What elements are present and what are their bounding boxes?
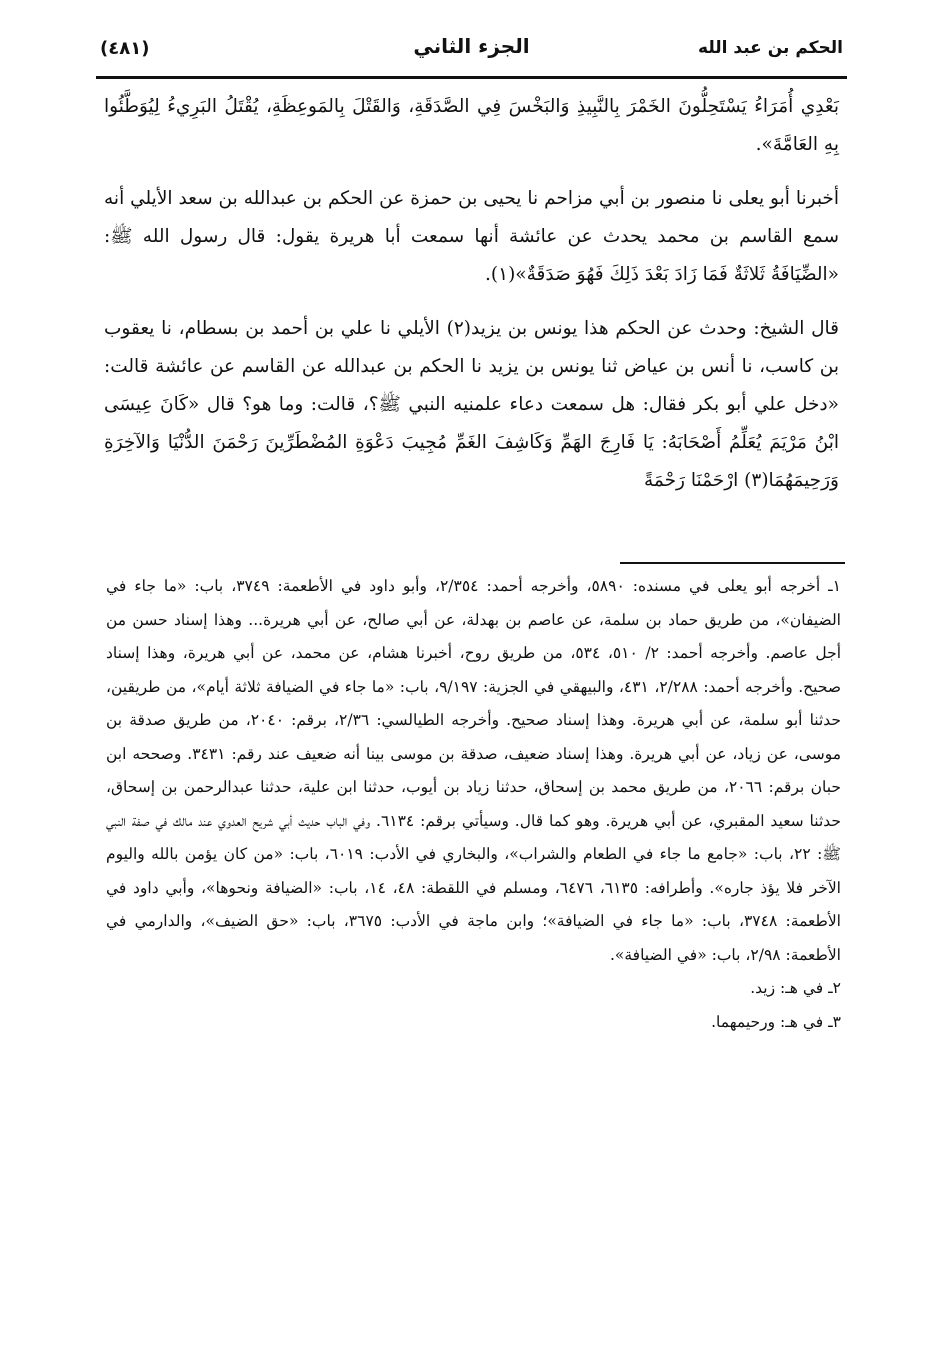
- footnote-divider: [620, 562, 845, 564]
- main-text: [104, 88, 839, 516]
- paragraph: بَعْدِي أُمَرَاءُ يَسْتَحِلُّونَ الخَمْرَ بِالنَّبِيذِ وَالبَخْسَ فِي الصَّدَقَةِ، وَالقَتْلَ بِالمَوعِظَةِ، يُقْتَلُ البَرِيءُ لِيُوَطَّئُوا بِهِ العَامَّةَ».: [104, 96, 839, 155]
- footnote: ١ـ أخرجه أبو يعلى في مسنده: ٥٨٩٠، وأخرجه أحمد: ٢/٣٥٤، وأبو داود في الأطعمة: ٣٧٤٩، باب: «ما جاء في الضيفان»، من طريق حماد بن سلمة، عن عاصم بن بهدلة، عن أبي صالح، عن أبي هريرة... وهذا إسناد حسن من أجل عاصم. وأخرجه أحمد: ٢/ ٥١٠، ٥٣٤، من طريق روح، أخبرنا هشام، عن محمد، عن أبي هريرة، وهذا إسناد صحيح. وأخرجه أحمد: ٢/٢٨٨، ٤٣١، والبيهقي في الجزية: ٩/١٩٧، باب: «ما جاء في الضيافة ثلاثة أيام»، من طريقين، حدثنا أبو سلمة، عن أبي هريرة. وهذا إسناد صحيح. وأخرجه الطيالسي: ٢/٣٦، برقم: ٢٠٤٠، من طريق صدقة بن موسى، عن زياد، عن أبي هريرة. وهذا إسناد ضعيف، صدقة بن موسى بينا أنه ضعيف عند رقم: ٣٤٣١. وصححه ابن حبان برقم: ٢٠٦٦، من طريق محمد بن إسحاق، حدثنا زياد بن أيوب، حدثنا ابن علية، حدثنا عبدالرحمن بن إسحاق، حدثنا سعيد المقبري، عن أبي هريرة. وهو كما قال. وسيأتي برقم: ٦١٣٤. وفي الباب حديث أبي شريح العدوي عند مالك في صفة النبي ﷺ: ٢٢، باب: «جامع ما جاء في الطعام والشراب»، والبخاري في الأدب: ٦٠١٩، باب: «من كان يؤمن بالله واليوم الآخر فلا يؤذ جاره». وأطرافه: ٦١٣٥، ٦٤٧٦، ومسلم في اللقطة: ٤٨، ١٤، باب: «الضيافة ونحوها»، وأبي داود في الأطعمة: ٣٧٤٨، باب: «ما جاء في الضيافة»؛ وابن ماجة في الأدب: ٣٦٧٥، باب: «حق الضيف»، والدارمي في الأطعمة: ٢/٩٨، باب: «في الضيافة».: [106, 577, 842, 964]
- footnotes: [106, 570, 841, 1039]
- paragraph: أخبرنا أبو يعلى نا منصور بن أبي مزاحم نا يحيى بن حمزة عن الحكم بن عبدالله بن سعد الأيلي أنه سمع القاسم بن محمد يحدث عن عائشة أنها سمعت أبا هريرة يقول: قال رسول الله ﷺ: «الضِّيَافَةُ ثَلاثَةٌ فَمَا زَادَ بَعْدَ ذَلِكَ فَهُوَ صَدَقَةٌ»(١).: [104, 188, 839, 285]
- book-title: الحكم بن عبد الله: [698, 38, 843, 58]
- part-title: الجزء الثاني: [413, 34, 530, 58]
- page-header: [100, 30, 843, 76]
- page-number: (٤٨١): [100, 38, 150, 59]
- header-divider: [96, 76, 847, 79]
- footnote: ٢ـ في هـ: زيد.: [750, 979, 841, 997]
- paragraph: قال الشيخ: وحدث عن الحكم هذا يونس بن يزيد(٢) الأيلي نا علي بن أحمد بن بسطام، نا يعقوب بن كاسب، نا أنس بن عياض ثنا يونس بن يزيد نا الحكم بن عبدالله عن القاسم عن عائشة قالت: «دخل علي أبو بكر فقال: هل سمعت دعاء علمنيه النبي ﷺ؟، قالت: وما هو؟ قال «كَانَ عِيسَى ابْنُ مَرْيَمَ يُعَلِّمُ أَصْحَابَهُ: يَا فَارِجَ الهَمِّ وَكَاشِفَ الغَمِّ مُجِيبَ دَعْوَةِ المُضْطَرِّينَ رَحْمَنَ الدُّنْيَا وَالآخِرَةِ وَرَحِيمَهُمَا(٣) ارْحَمْنَا رَحْمَةً: [104, 318, 839, 491]
- footnote: ٣ـ في هـ: ورحيمهما.: [711, 1012, 841, 1031]
